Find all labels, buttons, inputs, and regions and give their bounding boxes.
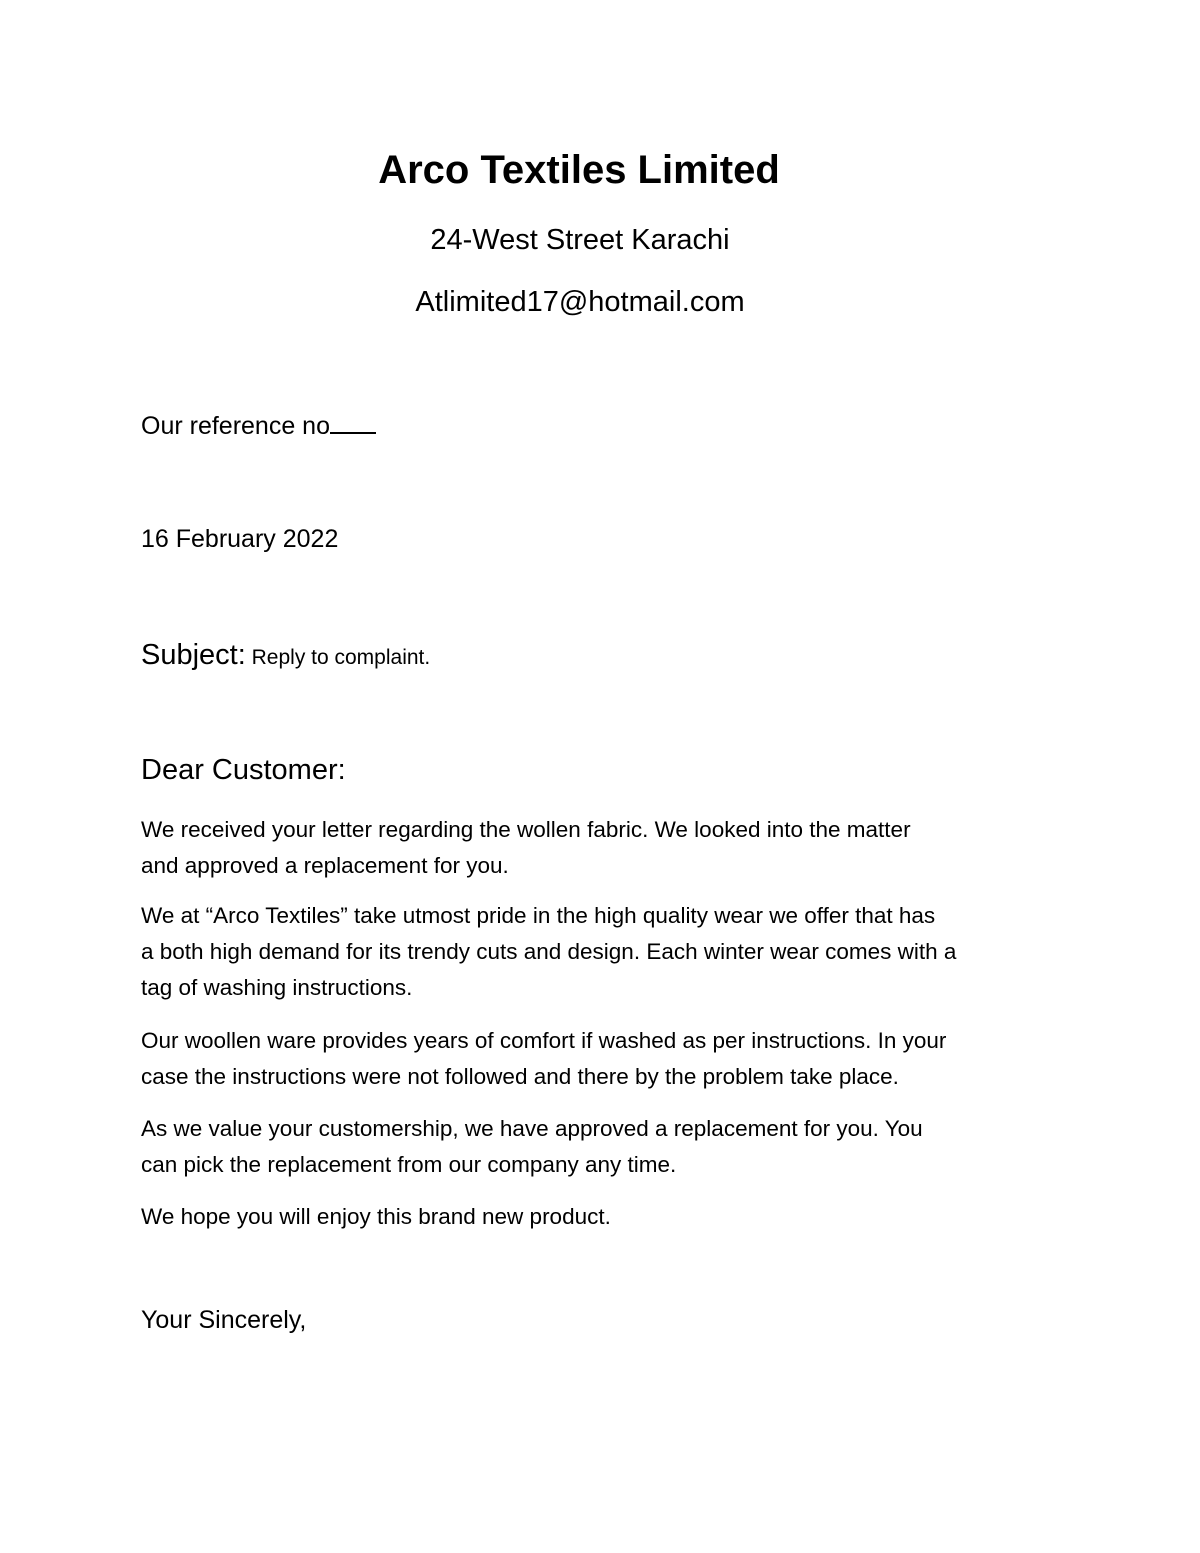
salutation: Dear Customer:: [141, 754, 346, 786]
reference-blank: [330, 410, 376, 434]
paragraph-line: We hope you will enjoy this brand new product.: [141, 1204, 611, 1229]
paragraph-line: Our woollen ware provides years of comfort if washed as per instructions. In your: [141, 1028, 947, 1053]
paragraph-line: We at “Arco Textiles” take utmost pride in the high quality wear we offer that has: [141, 903, 936, 928]
body-paragraph: [141, 1111, 1081, 1183]
body-paragraph: [141, 898, 1081, 1006]
letter-date: 16 February 2022: [141, 525, 339, 553]
reference-line: [141, 410, 376, 441]
body-paragraph: [141, 812, 1081, 884]
subject-label: Subject:: [141, 639, 246, 671]
paragraph-line: As we value your customership, we have approved a replacement for you. You: [141, 1116, 923, 1141]
paragraph-line: We received your letter regarding the wollen fabric. We looked into the matter: [141, 817, 911, 842]
subject-line: [141, 639, 430, 672]
body-paragraph: [141, 1023, 1081, 1095]
paragraph-line: a both high demand for its trendy cuts and design. Each winter wear comes with a: [141, 939, 957, 964]
closing: Your Sincerely,: [141, 1306, 307, 1334]
company-email: Atlimited17@hotmail.com: [415, 286, 745, 318]
subject-text: Reply to complaint.: [245, 646, 431, 669]
company-address: 24-West Street Karachi: [430, 224, 730, 256]
paragraph-line: can pick the replacement from our company any time.: [141, 1152, 677, 1177]
reference-label: Our reference no: [141, 412, 330, 440]
company-name: Arco Textiles Limited: [378, 148, 780, 192]
paragraph-line: case the instructions were not followed and there by the problem take place.: [141, 1064, 899, 1089]
body-paragraph: [141, 1199, 1081, 1235]
paragraph-line: and approved a replacement for you.: [141, 853, 509, 878]
paragraph-line: tag of washing instructions.: [141, 975, 413, 1000]
